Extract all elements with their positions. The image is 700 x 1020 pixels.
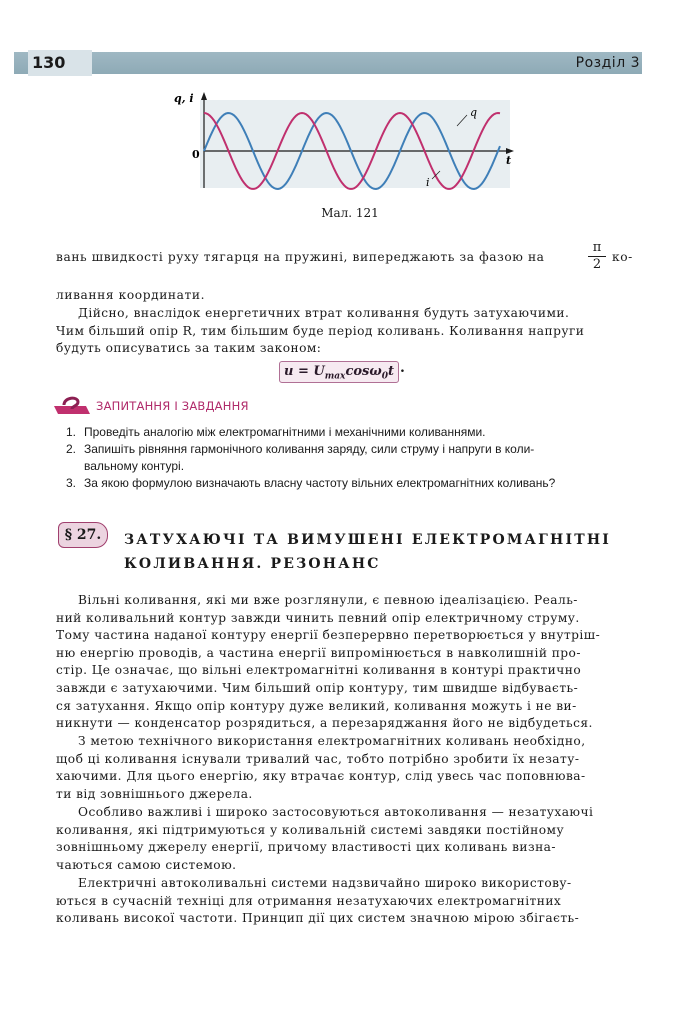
oscillation-figure [170, 88, 520, 193]
question-number: 3. [66, 476, 77, 490]
question-text: Запишіть рівняння гармонічного коливання заряду, сили струму і напруги в коли- [84, 442, 535, 456]
header-band [14, 52, 642, 74]
paragraph-line: ти від зовнішнього джерела. [56, 786, 253, 801]
formula-rhs: cosω [345, 364, 382, 379]
paragraph-line: ються в сучасній техніці для отримання незатухаючих електромагнітних [56, 893, 562, 908]
paragraph-line: Дійсно, внаслідок енергетичних втрат коливання будуть затухаючими. [78, 306, 570, 320]
y-axis-label: q, i [174, 92, 194, 105]
paragraph-line: щоб ці коливання існували тривалий час, тобто потрібно зробити їх незату- [56, 751, 580, 766]
section-title [124, 528, 611, 576]
paragraph-line: коливання, які підтримуються у коливальній системі завдяки постійному [56, 822, 565, 837]
question-text: Проведіть аналогію між електромагнітними і механічними коливаннями. [84, 425, 486, 439]
paragraph-line: З метою технічного використання електромагнітних коливань необхідно, [78, 734, 586, 748]
questions-heading: ЗАПИТАННЯ І ЗАВДАННЯ [96, 399, 249, 413]
q-curve-label: q [470, 106, 478, 119]
intro-line-1-end: ко- [612, 250, 633, 264]
question-mark-icon [52, 394, 92, 416]
x-axis-label: t [506, 154, 512, 167]
paragraph-line: Чим більший опір R, тим більшим буде період коливань. Коливання напруги [56, 323, 585, 338]
question-text-cont: вальному контурі. [84, 459, 185, 473]
paragraph-line: завжди є затухаючими. Чим більший опір контуру, тим швидше відбуваєть- [56, 680, 579, 695]
i-curve-label: i [426, 176, 430, 189]
question-item [66, 424, 646, 441]
formula-period: . [400, 360, 405, 376]
formula-lhs: u = U [283, 364, 325, 379]
paragraph-line: Електричні автоколивальні системи надзвичайно широко використову- [78, 876, 572, 890]
fraction-numerator: π [588, 240, 606, 257]
chapter-label: Розділ 3 [575, 55, 640, 71]
paragraph-line: ся затухання. Якщо опір контуру дуже великий, коливання можуть і не ви- [56, 698, 577, 713]
body-paragraph-2 [56, 733, 636, 803]
paragraph-line: Особливо важливі і широко застосовуються автоколивання — незатухаючі [78, 805, 594, 819]
origin-label: 0 [192, 148, 200, 161]
paragraph-line: будуть описуватись за таким законом: [56, 341, 322, 356]
fraction-denominator: 2 [592, 257, 602, 272]
intro-line-2: ливання координати. [56, 288, 206, 302]
body-paragraph-4 [56, 875, 636, 928]
paragraph-line: ний коливальний контур завжди чинить певний опір електричному струму. [56, 610, 580, 625]
body-paragraph-1 [56, 592, 636, 733]
question-number: 2. [66, 442, 77, 456]
paragraph-line: Вільні коливання, які ми вже розглянули, є певною ідеалізацією. Реаль- [78, 593, 578, 607]
paragraph-line: Тому частина наданої контуру енергії безперервно перетворюється у внутріш- [56, 628, 601, 643]
voltage-formula [279, 361, 399, 383]
paragraph-line: коливань високої частоти. Принцип дії цих систем значною мірою збігаєть- [56, 911, 580, 926]
formula-t: t [388, 364, 395, 379]
section-badge: § 27. [58, 522, 108, 548]
paragraph-line: зовнішньому джерелу енергії, причому властивості цих коливань визна- [56, 840, 556, 855]
section-title-line: КОЛИВАННЯ. РЕЗОНАНС [124, 556, 381, 572]
paragraph-line: ню енергію проводів, а частина енергії випромінюється в навколишній про- [56, 645, 581, 660]
page-number: 130 [32, 53, 66, 72]
figure-caption: Мал. 121 [321, 206, 379, 220]
question-item [66, 441, 646, 475]
question-text: За якою формулою визначають власну частоту вільних електромагнітних коливань? [84, 476, 556, 490]
questions-list [66, 424, 646, 492]
question-number: 1. [66, 425, 77, 439]
paragraph-line: чаються самою системою. [56, 857, 237, 872]
intro-line-1: вань швидкості руху тягарця на пружині, випереджають за фазою на [56, 250, 545, 264]
paragraph-line: хаючими. Для цього енергію, яку втрачає контур, слід увесь час поповнюва- [56, 769, 586, 784]
body-paragraph-3 [56, 804, 636, 874]
question-item [66, 475, 646, 492]
paragraph-line: стір. Це означає, що вільні електромагнітні коливання в контурі практично [56, 663, 582, 678]
formula-subscript-0: 0 [381, 371, 388, 382]
intro-paragraph [56, 305, 636, 358]
section-title-line: ЗАТУХАЮЧІ ТА ВИМУШЕНІ ЕЛЕКТРОМАГНІТНІ [124, 532, 611, 548]
pi-over-two-fraction [588, 240, 606, 273]
formula-subscript-max: max [324, 371, 346, 382]
y-axis-arrow [201, 92, 207, 100]
paragraph-line: никнути — конденсатор розрядиться, а перезаряджання його не відбудеться. [56, 716, 593, 731]
